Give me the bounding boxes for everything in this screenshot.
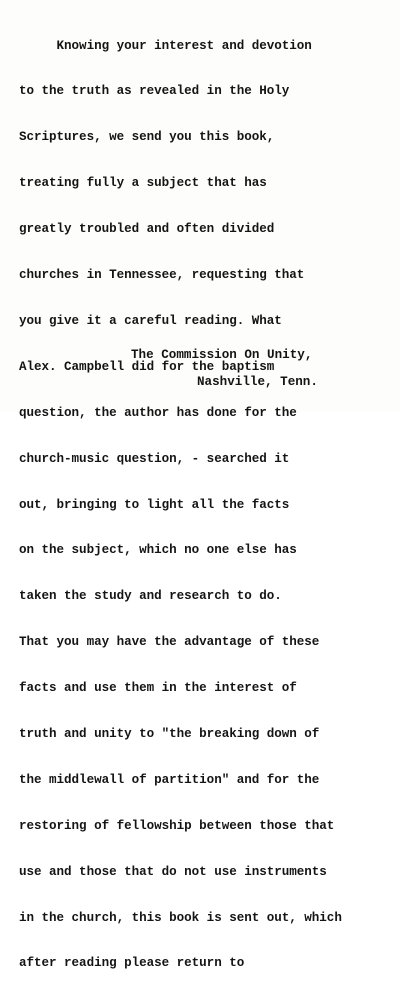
letter-line: Knowing your interest and devotion (19, 38, 312, 53)
letter-line: That you may have the advantage of these (19, 635, 320, 650)
letter-line: churches in Tennessee, requesting that (19, 268, 305, 283)
letter-line: to the truth as revealed in the Holy (19, 84, 290, 99)
letter-body (19, 8, 397, 1002)
letter-line: greatly troubled and often divided (19, 222, 275, 237)
letter-line: facts and use them in the interest of (19, 681, 297, 696)
signature-place: Nashville, Tenn. (197, 375, 318, 389)
letter-line: restoring of fellowship between those that (19, 818, 335, 833)
letter-line: out, bringing to light all the facts (19, 497, 290, 512)
letter-line: in the church, this book is sent out, which (19, 910, 342, 925)
letter-line: Alex. Campbell did for the baptism (19, 359, 275, 374)
letter-line: the middlewall of partition" and for the (19, 772, 320, 787)
letter-line: treating fully a subject that has (19, 176, 267, 191)
letter-line: use and those that do not use instruments (19, 864, 327, 879)
letter-line: after reading please return to (19, 956, 245, 971)
letter-line: taken the study and research to do. (19, 589, 282, 604)
letter-line: Scriptures, we send you this book, (19, 130, 275, 145)
letter-line: you give it a careful reading. What (19, 313, 282, 328)
letter-line: church-music question, - searched it (19, 451, 290, 466)
letter-line: truth and unity to "the breaking down of (19, 726, 320, 741)
signature-organization: The Commission On Unity, (131, 348, 313, 362)
letter-line: question, the author has done for the (19, 405, 297, 420)
letter-line: on the subject, which no one else has (19, 543, 297, 558)
